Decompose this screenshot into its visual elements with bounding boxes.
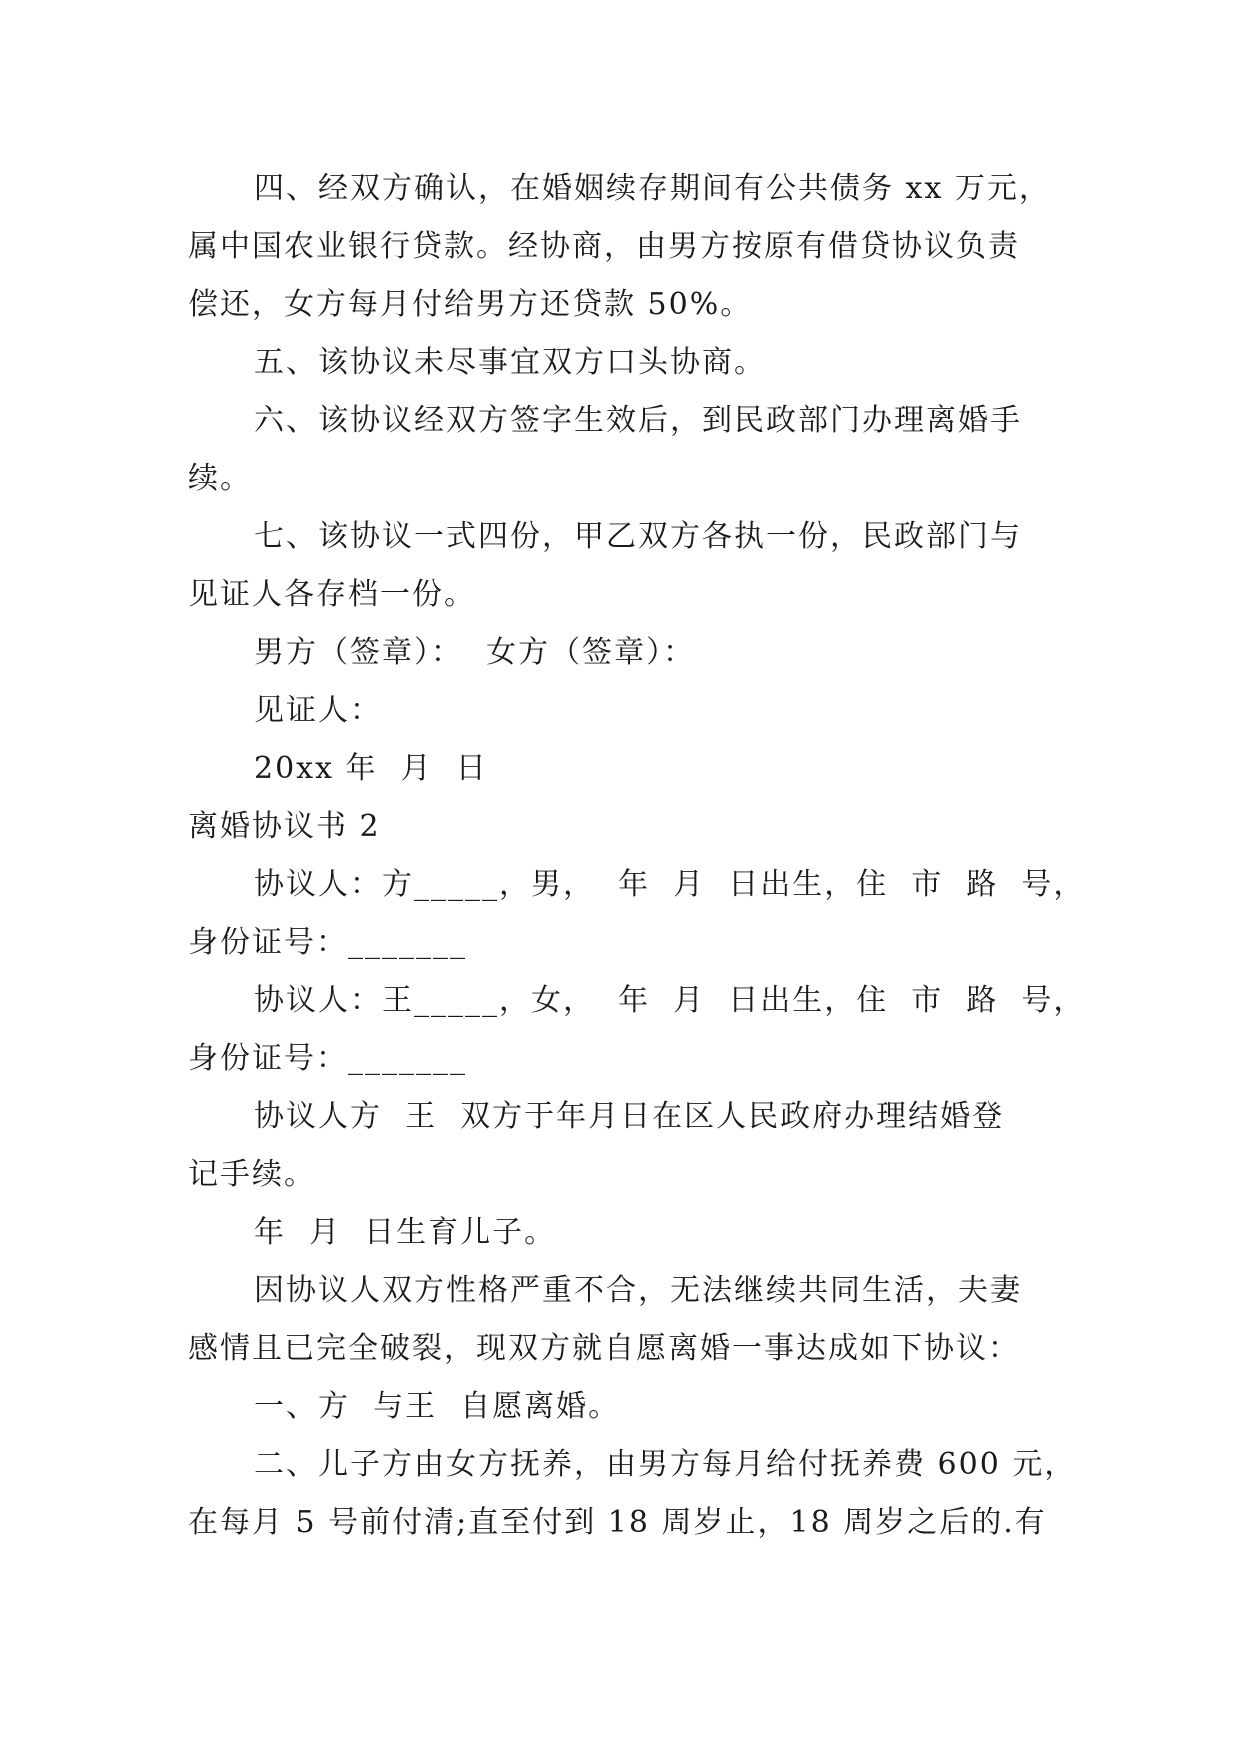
paragraph-line: 因协议人双方性格严重不合，无法继续共同生活，夫妻 — [254, 1273, 1022, 1308]
paragraph-line: 七、该协议一式四份，甲乙双方各执一份，民政部门与 — [254, 519, 1022, 554]
party-line: 协议人：方_____，男， 年 月 日出生，住 市 路 号， — [254, 867, 1086, 902]
id-number-line: 身份证号：_______ — [188, 925, 467, 960]
paragraph-line: 一、方 与王 自愿离婚。 — [254, 1389, 621, 1424]
section-title: 离婚协议书 2 — [188, 809, 381, 844]
paragraph-line: 续。 — [188, 461, 252, 496]
signature-line: 男方（签章）： 女方（签章）： — [254, 635, 696, 670]
paragraph-line: 见证人各存档一份。 — [188, 577, 476, 612]
paragraph-line: 感情且已完全破裂，现双方就自愿离婚一事达成如下协议： — [188, 1331, 1020, 1366]
paragraph-line: 记手续。 — [188, 1157, 316, 1192]
paragraph-line: 六、该协议经双方签字生效后，到民政部门办理离婚手 — [254, 403, 1022, 438]
witness-line: 见证人： — [254, 693, 382, 728]
paragraph-line: 二、儿子方由女方抚养，由男方每月给付抚养费 600 元， — [254, 1447, 1077, 1482]
paragraph-line: 年 月 日生育儿子。 — [254, 1215, 557, 1250]
paragraph-line: 偿还，女方每月付给男方还贷款 50%。 — [188, 287, 753, 322]
party-line: 协议人：王_____，女， 年 月 日出生，住 市 路 号， — [254, 983, 1086, 1018]
paragraph-line: 在每月 5 号前付清;直至付到 18 周岁止，18 周岁之后的.有 — [188, 1505, 1047, 1540]
paragraph-line: 五、该协议未尽事宜双方口头协商。 — [254, 345, 766, 380]
paragraph-line: 属中国农业银行贷款。经协商，由男方按原有借贷协议负责 — [188, 229, 1020, 264]
document-body — [188, 160, 1086, 1552]
paragraph-line: 四、经双方确认，在婚姻续存期间有公共债务 xx 万元， — [254, 171, 1051, 206]
paragraph-line: 协议人方 王 双方于年月日在区人民政府办理结婚登 — [254, 1099, 1005, 1134]
id-number-line: 身份证号：_______ — [188, 1041, 467, 1076]
date-line: 20xx 年 月 日 — [254, 751, 488, 786]
